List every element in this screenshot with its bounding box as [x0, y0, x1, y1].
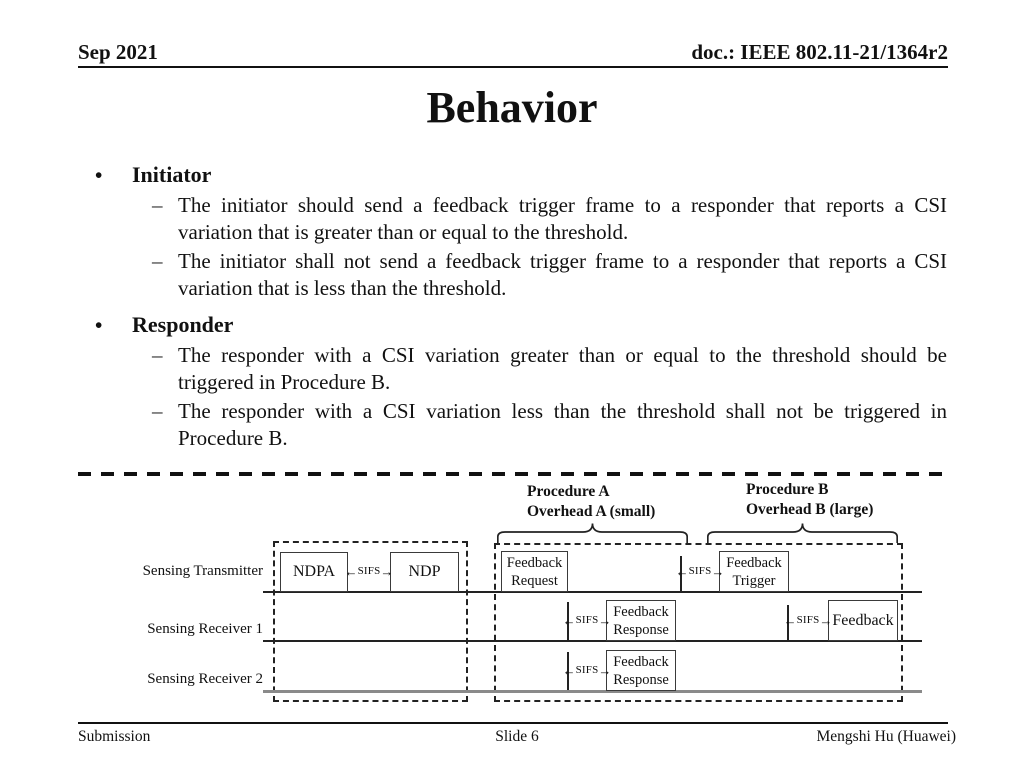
sub-bullet-text: The responder with a CSI variation less than the threshold shall not be triggered in Procedure B.: [178, 399, 947, 450]
arrow-right-icon: →: [598, 662, 612, 678]
sifs-gap: [675, 561, 725, 581]
brace-a-icon: [497, 522, 688, 544]
arrow-right-icon: →: [819, 612, 833, 628]
arrow-right-icon: →: [380, 563, 394, 579]
procedure-b-label: [746, 480, 873, 520]
brace-b-icon: [707, 522, 898, 544]
feedback-response-frame-label: Feedback Response: [613, 603, 669, 638]
ndp-frame-box: [390, 552, 459, 592]
dash-icon: –: [152, 193, 163, 217]
footer-rule: [78, 722, 948, 724]
arrow-left-icon: ←: [783, 612, 797, 628]
ndpa-frame-label: NDPA: [292, 563, 336, 580]
sifs-gap: [346, 561, 392, 581]
bullet-label: Initiator: [132, 162, 212, 187]
header-doc-number: doc.: IEEE 802.11-21/1364r2: [691, 40, 948, 64]
sub-bullet-text: The initiator shall not send a feedback trigger frame to a responder that reports a CSI variation that is less than the threshold.: [178, 249, 947, 300]
sifs-gap: [562, 660, 612, 680]
bullet-icon: •: [95, 313, 103, 337]
procedure-a-line1: Procedure A: [527, 483, 610, 500]
footer-slide-number: Slide 6: [495, 728, 539, 745]
sifs-label: SIFS: [796, 614, 820, 626]
feedback-response-frame-box-r1: [606, 600, 676, 641]
procedure-a-line2: Overhead A (small): [527, 503, 656, 520]
header-date: Sep 2021: [78, 40, 158, 64]
sifs-label: SIFS: [575, 664, 599, 676]
bullet-label: Responder: [132, 312, 234, 337]
feedback-frame-label: Feedback: [832, 611, 894, 629]
sifs-gap: [783, 610, 833, 630]
arrow-right-icon: →: [598, 612, 612, 628]
arrow-left-icon: ←: [562, 662, 576, 678]
footer-author: Mengshi Hu (Huawei): [816, 728, 956, 745]
feedback-response-frame-label: Feedback Response: [613, 653, 669, 688]
row-label-sensing-transmitter: Sensing Transmitter: [142, 563, 263, 579]
dash-icon: –: [152, 343, 163, 367]
sub-bullet-text: The responder with a CSI variation greater than or equal to the threshold should be triggered in Procedure B.: [178, 343, 947, 394]
footer-submission: Submission: [78, 728, 151, 745]
arrow-left-icon: ←: [344, 563, 358, 579]
feedback-trigger-frame-box: [719, 551, 789, 592]
timeline-transmitter: [263, 591, 922, 593]
sifs-label: SIFS: [357, 565, 381, 577]
dash-icon: –: [152, 249, 163, 273]
arrow-left-icon: ←: [675, 563, 689, 579]
feedback-request-frame-box: [501, 551, 568, 592]
procedure-b-line1: Procedure B: [746, 481, 829, 498]
procedure-b-line2: Overhead B (large): [746, 501, 874, 518]
arrow-left-icon: ←: [562, 612, 576, 628]
timeline-receiver-1: [263, 640, 922, 642]
row-label-sensing-receiver-2: Sensing Receiver 2: [147, 671, 263, 687]
row-label-sensing-receiver-1: Sensing Receiver 1: [147, 621, 263, 637]
ndp-frame-label: NDP: [408, 563, 441, 580]
sifs-gap: [562, 610, 612, 630]
sifs-label: SIFS: [575, 614, 599, 626]
sifs-label: SIFS: [688, 565, 712, 577]
procedure-a-label: [527, 482, 655, 522]
slide-footer: [78, 728, 956, 746]
feedback-trigger-frame-label: Feedback Trigger: [726, 554, 782, 589]
feedback-frame-box: [828, 600, 898, 641]
ndpa-frame-box: [280, 552, 348, 592]
bullet-icon: •: [95, 163, 103, 187]
slide-title: Behavior: [426, 83, 598, 132]
feedback-response-frame-box-r2: [606, 650, 676, 691]
timeline-receiver-2: [263, 690, 922, 693]
feedback-request-frame-label: Feedback Request: [506, 554, 563, 589]
arrow-right-icon: →: [711, 563, 725, 579]
dash-icon: –: [152, 399, 163, 423]
sub-bullet-text: The initiator should send a feedback trigger frame to a responder that reports a CSI variation that is greater than or equal to the threshold.: [178, 193, 947, 244]
